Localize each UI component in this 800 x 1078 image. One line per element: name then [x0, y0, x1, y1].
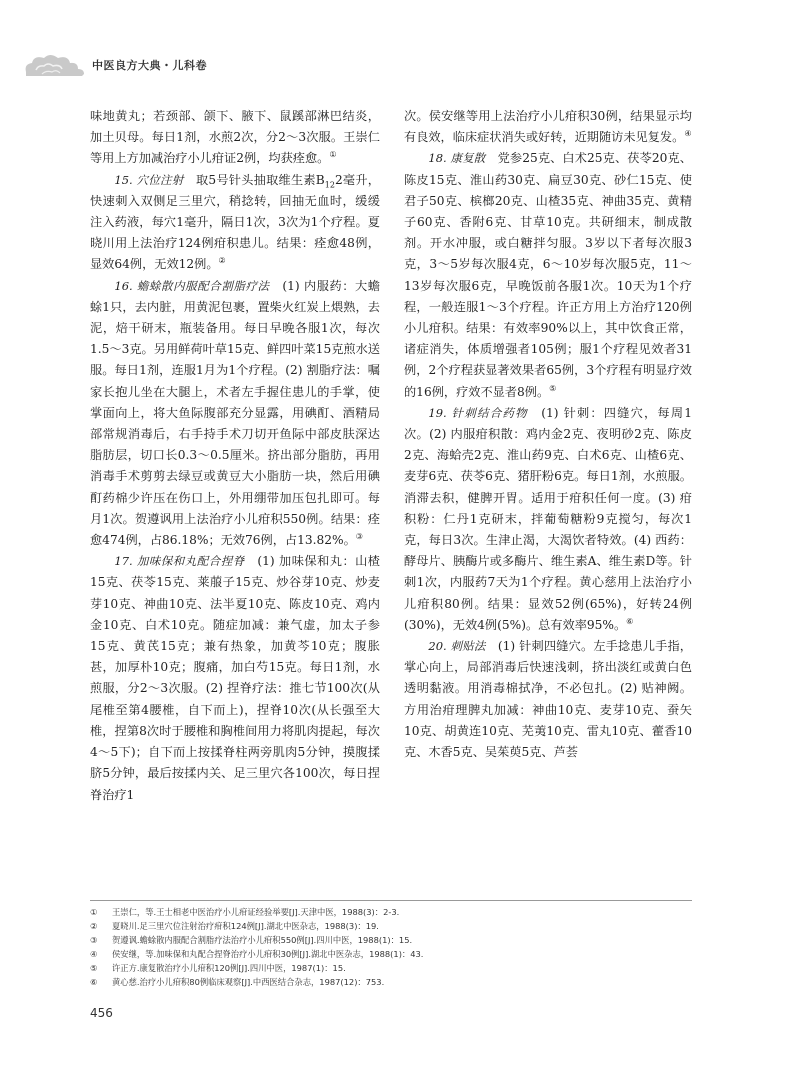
running-header	[22, 50, 262, 82]
subscript: 12	[324, 180, 335, 190]
section-heading: 18. 康复散	[428, 151, 486, 166]
footnote: ③ 贺遵讽.蟾蜍散内服配合割脂疗法治疗小儿疳积550例[J].四川中医，1988(1)：15.	[90, 935, 413, 945]
footnote-ref: ②	[218, 256, 226, 266]
right-column	[404, 106, 692, 763]
section-heading: 17. 加味保和丸配合捏脊	[114, 554, 245, 569]
footnote-ref: ①	[329, 150, 337, 160]
footnote: ② 夏晓川.足三里穴位注射治疗疳积124例[J].湖北中医杂志，1988(3)：19.	[90, 921, 379, 931]
header-title: 中医良方大典・儿科卷	[92, 59, 207, 72]
section-15: 15. 穴位注射 取5号针头抽取维生素$B_{12}2$毫升，快速刺入双侧足三里穴，稍捻转，回抽无血时，缓缓注入药液，每穴1毫升，隔日1次，3次为1个疗程。夏晓川用上法治疗124例疳积患儿。结果：痊愈48例，显效64例，无效12例。②	[90, 172, 380, 272]
section-20: 20. 刺贴法 (1) 针刺四缝穴。左手捻患儿手指，掌心向上，局部消毒后快速浅刺，挤出淡红或黄白色透明黏液。用消毒棉拭净，不必包扎。(2) 贴神阙。方用治疳理脾丸加减：神曲10克、麦芽10克、蚕矢10克、胡黄连10克、芜荑10克、雷丸10克、藿香10克、木香5克、吴茱萸5克、芦荟	[404, 639, 692, 760]
footnote-divider	[90, 900, 692, 901]
section-heading: 16. 蟾蜍散内服配合割脂疗法	[114, 278, 270, 293]
paragraph-continued: 味地黄丸；若颈部、颌下、腋下、鼠蹊部淋巴结炎，加土贝母。每日1剂，水煎2次，分2～3次服。王崇仁等用上方加减治疗小儿疳证2例，均获痊愈。①	[90, 109, 380, 166]
footnote: ① 王崇仁，等.王士相老中医治疗小儿疳证经验举要[J].天津中医，1988(3)：2-3.	[90, 907, 400, 917]
footnote-ref: ④	[684, 129, 692, 139]
footnote: ⑤ 许正方.康复散治疗小儿疳积120例[J].四川中医，1987(1)：15.	[90, 963, 346, 973]
section-heading: 19. 针刺结合药物	[428, 405, 528, 420]
section-17: 17. 加味保和丸配合捏脊 (1) 加味保和丸：山楂15克、茯苓15克、莱菔子15克、炒谷芽10克、炒麦芽10克、神曲10克、法半夏10克、陈皮10克、鸡内金10克、白术10克。随症加减：兼气虚，加太子参15克、黄芪15克；兼有热象，加黄芩10克；腹胀甚，加厚朴10克；腹痛，加白芍15克。每日1剂，水煎服，分2～3次服。(2) 捏脊疗法：推七节100次(从尾椎至第4腰椎，自下而上)，捏脊10次(从长强至大椎，捏第8次时于腰椎和胸椎间用力将肌肉提起，每次4～5下)；自下而上按揉脊柱两旁肌肉5分钟，摸腹揉脐5分钟，最后按揉内关、足三里穴各100次，每日捏脊治疗1	[90, 554, 380, 802]
section-19: 19. 针刺结合药物 (1) 针刺：四缝穴，每周1次。(2) 内服疳积散：鸡内金2克、夜明砂2克、陈皮2克、海蛤壳2克、淮山药9克、白术6克、山楂6克、麦芽6克、茯苓6克、猪肝粉6克。每日1剂，水煎服。消滞去积，健脾开胃。适用于疳积任何一度。(3) 疳积粉：仁丹1克研末，拌葡萄糖粉9克搅匀，每次1克，每日3次。生津止渴，大渴饮者特效。(4) 西药：酵母片、胰酶片或多酶片、维生素A、维生素D等。针刺1次，内服药7天为1个疗程。黄心慈用上法治疗小儿疳积80例。结果：显效52例(65%)，好转24例(30%)，无效4例(5%)。总有效率95%。⑥	[404, 405, 692, 632]
footnotes	[90, 905, 700, 989]
footnote-ref: ③	[355, 532, 363, 541]
section-18: 18. 康复散 党参25克、白术25克、茯苓20克、陈皮15克、淮山药30克、扁豆30克、砂仁15克、使君子50克、槟榔20克、山楂35克、神曲35克、黄精子60克、香附6克、甘草10克。共研细末，制成散剂。开水冲服，或白糖拌匀服。3岁以下者每次服3克，3～5岁每次服4克，6～10岁每次服5克，11～13岁每次服6克，早晚饭前各服1次。10天为1个疗程，一般连服1～3个疗程。许正方用上方治疗120例小儿疳积。结果：有效率90%以上，其中饮食正常，诸症消失，体质增强者105例；服1个疗程见效者31例，2个疗程获显著效果者65例，3个疗程有明显疗效的16例，疗效不显者8例。⑤	[404, 151, 692, 399]
section-heading: 15. 穴位注射	[114, 172, 184, 187]
footnote-ref: ⑥	[626, 616, 634, 626]
left-column	[90, 106, 380, 806]
section-heading: 20. 刺贴法	[428, 639, 486, 654]
footnote: ④ 侯安继，等.加味保和丸配合捏脊治疗小儿疳积30例[J].湖北中医杂志，1988(1)：43.	[90, 949, 424, 959]
page-number: 456	[90, 1006, 113, 1020]
footnote-ref: ⑤	[549, 383, 557, 393]
footnote: ⑥ 黄心慈.治疗小儿疳积80例临床观察[J].中西医结合杂志，1987(12)：753.	[90, 977, 385, 987]
paragraph-continued: 次。侯安继等用上法治疗小儿疳积30例，结果显示均有良效，临床症状消失或好转，近期随访未见复发。④	[404, 109, 692, 145]
section-16: 16. 蟾蜍散内服配合割脂疗法 (1) 内服药：大蟾蜍1只，去内脏，用黄泥包裹，置柴火红炭上煨熟，去泥，焙干研末，瓶装备用。每日早晚各服1次，每次1.5～3克。另用鲜荷叶草15克、鲜四叶菜15克煎水送服。每日1剂，连服1月为1个疗程。(2) 割脂疗法：嘱家长抱儿坐在大腿上，术者左手握住患儿的手掌，使掌面向上，将大鱼际腹部充分显露，用碘酊、酒精局部常规消毒后，右手持手术刀切开鱼际中部皮肤深达脂肪层，切口长0.3～0.5厘米。挤出部分脂肪，再用消毒手术剪剪去绿豆或黄豆大小脂肪一块，然后用碘酊药棉少许压在伤口上，外用绷带加压包扎即可。每月1次。贺遵讽用上法治疗小儿疳积550例。结果：痊愈474例，占86.18%；无效76例，占13.82%。③	[90, 278, 380, 548]
